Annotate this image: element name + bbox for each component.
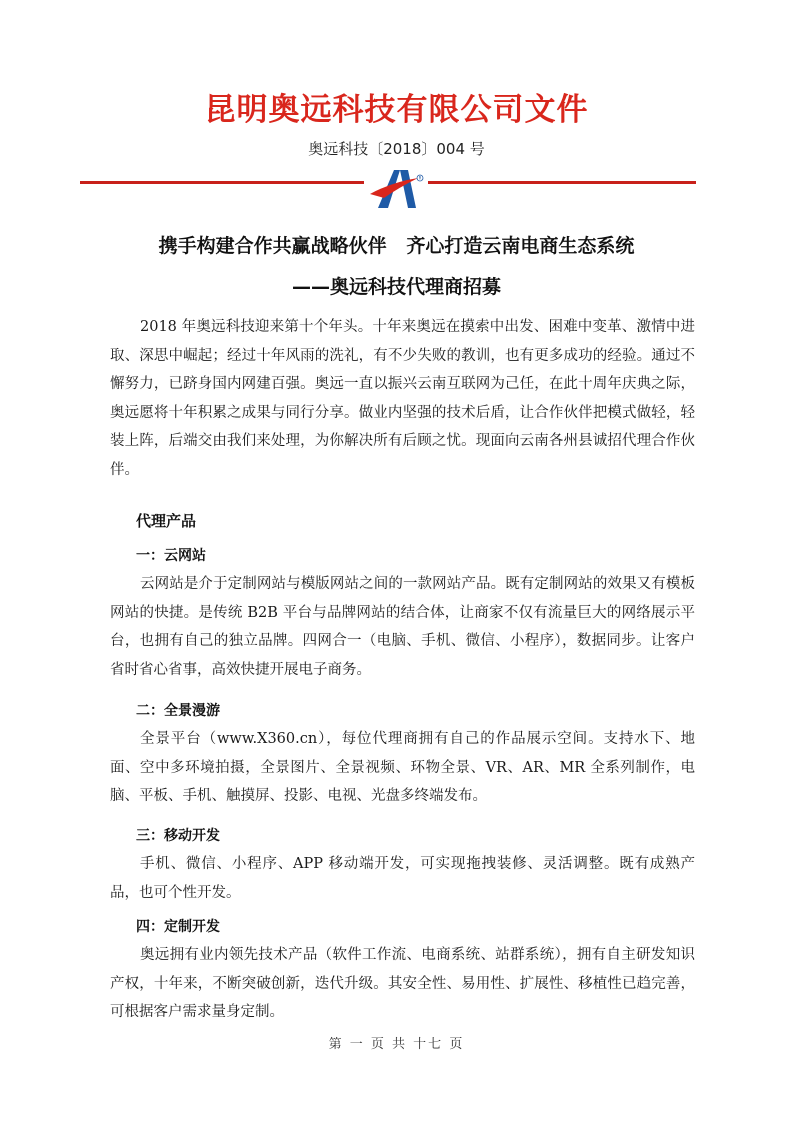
product-text-1: 云网站是介于定制网站与模版网站之间的一款网站产品。既有定制网站的效果又有模板网站的快捷。是传统 B2B 平台与品牌网站的结合体，让商家不仅有流量巨大的网络展示平台，也拥有自己的独立品牌。四网合一（电脑、手机、微信、小程序），数据同步。让客户省时省心省事，高效快捷开展电子商务。 [110, 576, 695, 678]
document-sub-title: ——奥远科技代理商招募 [291, 276, 501, 298]
product-heading-3: 三：移动开发 [136, 828, 220, 844]
product-heading-4: 四：定制开发 [136, 919, 220, 935]
product-text-2: 全景平台（www.X360.cn），每位代理商拥有自己的作品展示空间。支持水下、地面、空中多环境拍摄，全景图片、全景视频、环物全景、VR、AR、MR 全系列制作，电脑、平板、手机、触摸屏、投影、电视、光盘多终端发布。 [110, 731, 695, 804]
aoyuan-logo-icon [364, 164, 428, 212]
doc-number: 奥远科技〔2018〕004 号 [308, 140, 485, 158]
products-heading: 代理产品 [136, 512, 197, 530]
product-heading-2: 二：全景漫游 [136, 703, 220, 719]
product-heading-1: 一：云网站 [136, 548, 206, 564]
document-main-title: 携手构建合作共赢战略伙伴 齐心打造云南电商生态系统 [158, 235, 635, 257]
intro-paragraph: 2018 年奥远科技迎来第十个年头。十年来奥远在摸索中出发、困难中变革、激情中进取、深思中崛起；经过十年风雨的洗礼，有不少失败的教训，也有更多成功的经验。通过不懈努力，已跻身国内网建百强。奥远一直以振兴云南互联网为己任，在此十周年庆典之际，奥远愿将十年积累之成果与同行分享。做业内坚强的技术后盾，让合作伙伴把模式做轻，轻装上阵，后端交由我们来处理，为你解决所有后顾之忧。现面向云南各州县诚招代理合作伙伴。 [110, 319, 695, 478]
product-text-3: 手机、微信、小程序、APP 移动端开发，可实现拖拽装修、灵活调整。既有成熟产品，也可个性开发。 [110, 856, 695, 901]
org-title: 昆明奥远科技有限公司文件 [204, 92, 589, 128]
header-divider-left [80, 181, 364, 184]
product-text-4: 奥远拥有业内领先技术产品（软件工作流、电商系统、站群系统），拥有自主研发知识产权，十年来，不断突破创新，迭代升级。其安全性、易用性、扩展性、移植性已趋完善，可根据客户需求量身定制。 [110, 947, 695, 1020]
svg-text:R: R [418, 175, 422, 181]
header-divider-right [428, 181, 696, 184]
page-footer: 第 一 页 共 十七 页 [328, 1037, 465, 1052]
